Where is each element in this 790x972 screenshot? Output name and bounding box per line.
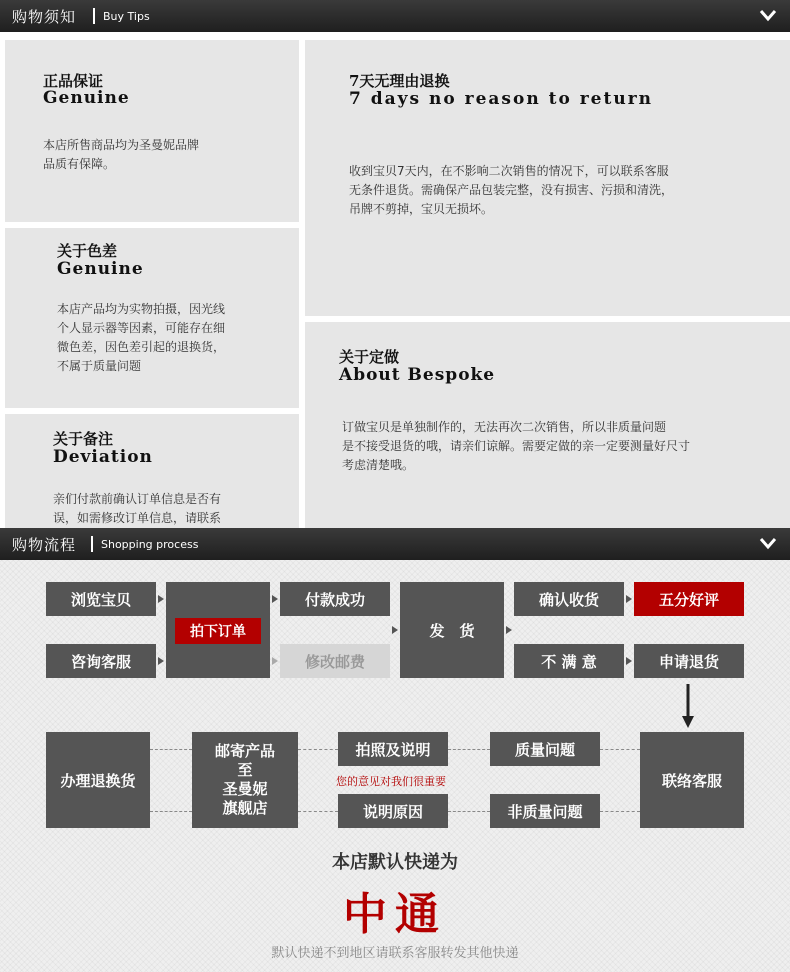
card-genuine — [5, 40, 299, 222]
mail-to-line: 至 — [237, 761, 253, 779]
step-handle-exchange: 办理退换货 — [46, 732, 150, 828]
card-text-line: 是不接受退货的哦，请亲们谅解。需要定做的亲一定要测量好尺寸 — [342, 439, 691, 453]
connector-line — [448, 811, 490, 812]
card-text-line: 无条件退货。需确保产品包装完整，没有损害、污损和清洗， — [349, 183, 674, 197]
shopping-flow-area — [0, 560, 790, 972]
arrow-right-icon — [156, 593, 166, 605]
card-text-line: 个人显示器等因素，可能存在细 — [57, 321, 226, 335]
connector-line — [150, 749, 192, 750]
connector-line — [150, 811, 192, 812]
card-text-line: 收到宝贝7天内，在不影响二次销售的情况下，可以联系客服 — [349, 164, 669, 178]
step-reason-explain: 说明原因 — [338, 794, 448, 828]
chevron-down-icon[interactable] — [758, 6, 778, 26]
courier-note: 默认快递不到地区请联系客服转发其他快递 — [271, 946, 519, 961]
arrow-right-icon — [504, 624, 514, 636]
card-title: 关于色差 — [57, 242, 118, 260]
mail-to-line: 旗舰店 — [222, 799, 268, 817]
courier-name: 中通 — [343, 889, 447, 940]
step-confirm-receipt: 确认收货 — [514, 582, 624, 616]
step-apply-return: 申请退货 — [634, 644, 744, 678]
arrow-right-icon — [390, 624, 400, 636]
connector-line — [298, 749, 338, 750]
card-text-line: 本店产品均为实物拍摄，因光线 — [57, 302, 226, 316]
buy-tips-title-en: Buy Tips — [103, 10, 150, 23]
shopping-process-title-cn: 购物流程 — [12, 536, 77, 554]
step-quality-issue: 质量问题 — [490, 732, 600, 766]
card-text-line: 亲们付款前确认订单信息是否有 — [53, 492, 222, 506]
arrow-right-icon — [156, 655, 166, 667]
chevron-down-icon[interactable] — [758, 534, 778, 554]
header-divider — [93, 8, 95, 24]
connector-line — [298, 811, 338, 812]
card-7-day-return — [305, 40, 790, 316]
step-non-quality-issue: 非质量问题 — [490, 794, 600, 828]
step-modify-postage: 修改邮费 — [280, 644, 390, 678]
card-subtitle: Deviation — [53, 447, 153, 467]
step-mail-to-store — [192, 732, 298, 828]
arrow-right-icon — [270, 655, 280, 667]
card-subtitle: About Bespoke — [339, 365, 496, 385]
card-text-line: 误，如需修改订单信息，请联系 — [53, 511, 222, 525]
card-bespoke — [305, 322, 790, 528]
card-text-line: 考虑清楚哦。 — [342, 458, 415, 472]
shopping-process-title-en: Shopping process — [101, 538, 199, 551]
mail-to-line: 邮寄产品 — [214, 742, 275, 760]
step-browse: 浏览宝贝 — [46, 582, 156, 616]
arrow-right-icon — [624, 593, 634, 605]
opinion-note: 您的意见对我们很重要 — [336, 775, 446, 788]
step-unsatisfied: 不 满 意 — [514, 644, 624, 678]
buy-tips-header — [0, 0, 790, 32]
card-text-line: 订做宝贝是单独制作的，无法再次二次销售，所以非质量问题 — [342, 420, 667, 434]
card-subtitle: Genuine — [57, 259, 144, 279]
card-subtitle: 7 days no reason to return — [349, 89, 654, 109]
card-text-line: 吊牌不剪掉，宝贝无损坏。 — [349, 202, 494, 216]
card-title: 关于定做 — [339, 348, 400, 366]
connector-line — [600, 811, 640, 812]
buy-tips-panel — [0, 32, 790, 528]
card-subtitle: Genuine — [43, 88, 130, 108]
buy-tips-title-cn: 购物须知 — [12, 8, 77, 26]
mail-to-line: 圣曼妮 — [222, 780, 268, 798]
step-five-star: 五分好评 — [634, 582, 744, 616]
step-contact-service: 联络客服 — [640, 732, 744, 828]
shopping-process-header — [0, 528, 790, 560]
card-color-difference — [5, 228, 299, 408]
step-ship: 发 货 — [400, 582, 504, 678]
step-paid: 付款成功 — [280, 582, 390, 616]
card-text-line: 不属于质量问题 — [57, 359, 142, 373]
card-text-line: 微色差，因色差引起的退换货， — [57, 340, 226, 354]
card-text-line: 品质有保障。 — [43, 157, 116, 171]
card-title: 正品保证 — [43, 72, 104, 90]
arrow-right-icon — [624, 655, 634, 667]
step-consult: 咨询客服 — [46, 644, 156, 678]
step-photo-explain: 拍照及说明 — [338, 732, 448, 766]
card-text-line: 本店所售商品均为圣曼妮品牌 — [43, 138, 200, 152]
arrow-down-icon — [680, 684, 696, 730]
header-divider — [91, 536, 93, 552]
default-courier-label: 本店默认快递为 — [332, 852, 458, 873]
card-remarks — [5, 414, 299, 528]
step-place-order: 拍下订单 — [175, 618, 261, 644]
arrow-right-icon — [270, 593, 280, 605]
connector-line — [448, 749, 490, 750]
connector-line — [600, 749, 640, 750]
card-title: 关于备注 — [53, 430, 114, 448]
card-title: 7天无理由退换 — [349, 72, 450, 90]
